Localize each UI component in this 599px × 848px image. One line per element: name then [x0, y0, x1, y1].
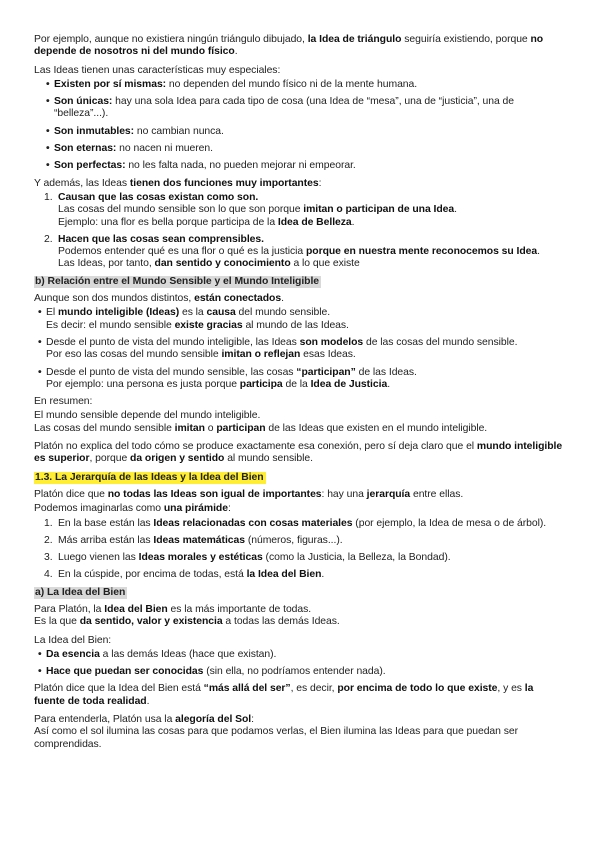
text: Más arriba están las — [58, 534, 154, 546]
relation-list — [34, 307, 565, 391]
bold-text: jerarquía — [366, 488, 411, 500]
text: Las Ideas, por tanto, — [58, 258, 155, 270]
text: Y además, las Ideas — [34, 177, 130, 189]
paragraph-superior — [34, 441, 565, 466]
bold-text: porque en nuestra mente reconocemos su Idea — [306, 246, 538, 258]
list-number: 3. — [44, 552, 53, 564]
paragraph-triangle-example — [34, 34, 565, 59]
text: (como la Justicia, la Belleza, la Bondad). — [262, 552, 451, 564]
bold-text: “más allá del ser” — [203, 683, 291, 695]
paragraph-summary-label: En resumen: — [34, 396, 93, 408]
text: Es decir: el mundo sensible — [46, 319, 175, 331]
bold-text: existe gracias — [174, 319, 243, 331]
paragraph-pyramid — [34, 503, 565, 515]
list-item — [34, 552, 565, 564]
text: . — [537, 246, 540, 258]
bold-text: alegoría del Sol — [175, 714, 252, 726]
bold-text: una pirámide — [163, 503, 228, 515]
bold-text: tienen dos funciones muy importantes — [129, 177, 319, 189]
list-number: 4. — [44, 569, 53, 581]
text: . — [234, 46, 238, 58]
paragraph-good-label: La Idea del Bien: — [34, 634, 112, 646]
text: Las cosas del mundo sensible son lo que son porque — [58, 204, 304, 216]
text: . — [387, 378, 391, 390]
list-item — [34, 535, 565, 547]
text: Luego vienen las — [58, 552, 139, 564]
paragraph-good-importance — [34, 604, 565, 629]
text: , porque — [89, 453, 131, 465]
list-number: 1. — [44, 191, 53, 203]
text: Desde el punto de vista del mundo sensible, las cosas — [46, 366, 297, 378]
bold-text: Existen por sí mismas: — [54, 78, 167, 90]
bold-text: Ideas matemáticas — [153, 534, 245, 546]
list-number: 2. — [44, 534, 53, 546]
bold-text: Idea de Belleza — [277, 216, 352, 228]
bold-text: están conectados — [194, 293, 282, 305]
functions-list — [34, 192, 565, 271]
bold-text: Causan que las cosas existan como son. — [58, 191, 259, 203]
bold-text: son modelos — [299, 336, 364, 348]
text: a todas las demás Ideas. — [222, 616, 340, 628]
text: a las demás Ideas (hace que existan). — [99, 648, 277, 660]
section-heading-text: 1.3. La Jerarquía de las Ideas y la Idea del Bien — [35, 471, 264, 483]
text: (sin ella, no podríamos entender nada). — [203, 666, 386, 678]
bold-text: mundo inteligible (Ideas) — [57, 307, 180, 319]
bold-text: por encima de todo lo que existe — [337, 683, 498, 695]
list-item — [34, 307, 565, 332]
text: esas Ideas. — [300, 349, 356, 361]
list-number: 1. — [44, 517, 53, 529]
list-item — [34, 518, 565, 530]
text: Las cosas del mundo sensible — [34, 422, 175, 434]
bold-text: Idea del Bien — [104, 603, 168, 615]
text: Así como el sol ilumina las cosas para que podamos verlas, el Bien ilumina las Ideas para que puedan ser comprendidas. — [34, 726, 519, 750]
paragraph-hierarchy — [34, 489, 565, 501]
text: del mundo sensible. — [235, 307, 331, 319]
section-heading-b — [34, 276, 565, 288]
text: Desde el punto de vista del mundo inteligible, las Ideas — [46, 336, 300, 348]
bold-text: da origen y sentido — [130, 453, 225, 465]
good-list — [34, 649, 565, 679]
text: Por ejemplo, aunque no existiera ningún triángulo dibujado, — [34, 34, 308, 45]
text: entre ellas. — [410, 488, 464, 500]
text: seguiría existiendo, porque — [401, 34, 531, 45]
bold-text: participa — [239, 378, 283, 390]
text: : — [318, 177, 322, 189]
text: hay una sola Idea para cada tipo de cosa (una Idea de “mesa”, una de “justicia”, una de “belleza”...). — [54, 96, 515, 120]
list-item — [34, 96, 565, 121]
text: es la — [179, 307, 207, 319]
list-item — [34, 126, 565, 138]
list-item — [34, 192, 565, 229]
text: Platón dice que — [34, 488, 108, 500]
text: En la cúspide, por encima de todas, está — [58, 569, 247, 581]
bold-text: imitan — [174, 422, 205, 434]
bold-text: Da esencia — [46, 648, 100, 660]
text: . — [351, 216, 355, 228]
text: . — [454, 204, 457, 216]
text: Podemos entender qué es una flor o qué es la justicia — [58, 246, 306, 258]
bold-text: Son únicas: — [54, 96, 113, 108]
text: Platón dice que la Idea del Bien está — [34, 683, 204, 695]
text: : — [227, 503, 231, 515]
characteristics-list — [34, 79, 565, 173]
text: (números, figuras...). — [244, 534, 343, 546]
text: al mundo de las Ideas. — [242, 319, 349, 331]
bold-text: no todas las Ideas son igual de importantes — [107, 488, 322, 500]
bold-text: Idea de Justicia — [310, 378, 388, 390]
list-item — [34, 569, 565, 581]
bold-text: participan — [216, 422, 266, 434]
list-item — [34, 143, 565, 155]
bold-text: imitan o participan de una Idea — [303, 204, 455, 216]
list-item — [34, 79, 565, 91]
bold-text: Hacen que las cosas sean comprensibles. — [58, 233, 264, 245]
text: En la base están las — [58, 517, 154, 529]
text: El — [46, 307, 58, 319]
text: (por ejemplo, la Idea de mesa o de árbol). — [352, 517, 547, 529]
bold-text: Son eternas: — [54, 143, 117, 155]
text: no nacen ni mueren. — [116, 143, 213, 155]
list-item — [34, 337, 565, 362]
paragraph-sun-allegory — [34, 714, 565, 751]
section-heading-text: a) La Idea del Bien — [35, 586, 126, 598]
text: Por ejemplo: una persona es justa porque — [46, 378, 240, 390]
bold-text: no depende de nosotros ni del mundo físico — [34, 34, 544, 58]
text: Ejemplo: una flor es bella porque participa de la — [58, 216, 278, 228]
list-item — [34, 666, 565, 678]
text: : hay una — [321, 488, 367, 500]
bold-text: mundo inteligible es superior — [34, 441, 563, 465]
text: de las Ideas que existen en el mundo inteligible. — [265, 422, 488, 434]
bold-text: da sentido, valor y existencia — [79, 616, 223, 628]
text: Por eso las cosas del mundo sensible — [46, 349, 222, 361]
text: Para entenderla, Platón usa la — [34, 714, 176, 726]
text: Es la que — [34, 616, 80, 628]
bold-text: imitan o reflejan — [221, 349, 301, 361]
text: es la más importante de todas. — [167, 603, 312, 615]
text: Aunque son dos mundos distintos, — [34, 293, 195, 305]
text: . — [281, 293, 284, 305]
list-item — [34, 160, 565, 172]
list-item — [34, 649, 565, 661]
section-heading-text: b) Relación entre el Mundo Sensible y el Mundo Inteligible — [35, 275, 320, 287]
text: a lo que existe — [290, 258, 360, 270]
section-heading-a — [34, 587, 565, 599]
bold-text: la fuente de toda realidad — [34, 683, 534, 707]
text: , es decir, — [290, 683, 338, 695]
list-number: 2. — [44, 233, 53, 245]
text: Podemos imaginarlas como — [34, 503, 164, 515]
text: de las cosas del mundo sensible. — [363, 336, 518, 348]
list-item — [34, 367, 565, 392]
text: Para Platón, la — [34, 603, 105, 615]
text: de la — [282, 378, 311, 390]
text: . — [146, 695, 150, 707]
paragraph-summary — [34, 410, 565, 435]
bold-text: Hace que puedan ser conocidas — [46, 666, 204, 678]
text: no dependen del mundo físico ni de la mente humana. — [166, 78, 418, 90]
text: Platón no explica del todo cómo se produce exactamente esa conexión, pero sí deja claro que el — [34, 441, 477, 453]
text: , y es — [497, 683, 525, 695]
bold-text: causa — [206, 307, 236, 319]
bold-text: “participan” — [296, 366, 356, 378]
paragraph-connected — [34, 293, 565, 305]
paragraph-characteristics-intro: Las Ideas tienen unas características muy especiales: — [34, 64, 281, 76]
bold-text: dan sentido y conocimiento — [154, 258, 291, 270]
bold-text: Son perfectas: — [54, 160, 126, 172]
text: o — [204, 422, 217, 434]
bold-text: Son inmutables: — [54, 125, 135, 137]
list-item — [34, 234, 565, 271]
text: no cambian nunca. — [134, 125, 224, 137]
paragraph-beyond-being — [34, 683, 565, 708]
pyramid-list — [34, 518, 565, 582]
text: : — [251, 714, 254, 726]
text: no les falta nada, no pueden mejorar ni empeorar. — [125, 160, 356, 172]
section-heading-1-3 — [34, 472, 565, 484]
paragraph-functions-intro — [34, 178, 565, 190]
text: . — [321, 569, 325, 581]
text: de las Ideas. — [355, 366, 417, 378]
text: al mundo sensible. — [224, 453, 313, 465]
bold-text: la Idea de triángulo — [307, 34, 402, 45]
bold-text: Ideas relacionadas con cosas materiales — [153, 517, 353, 529]
text: El mundo sensible depende del mundo inteligible. — [34, 410, 261, 422]
bold-text: Ideas morales y estéticas — [138, 552, 263, 564]
bold-text: la Idea del Bien — [246, 569, 322, 581]
